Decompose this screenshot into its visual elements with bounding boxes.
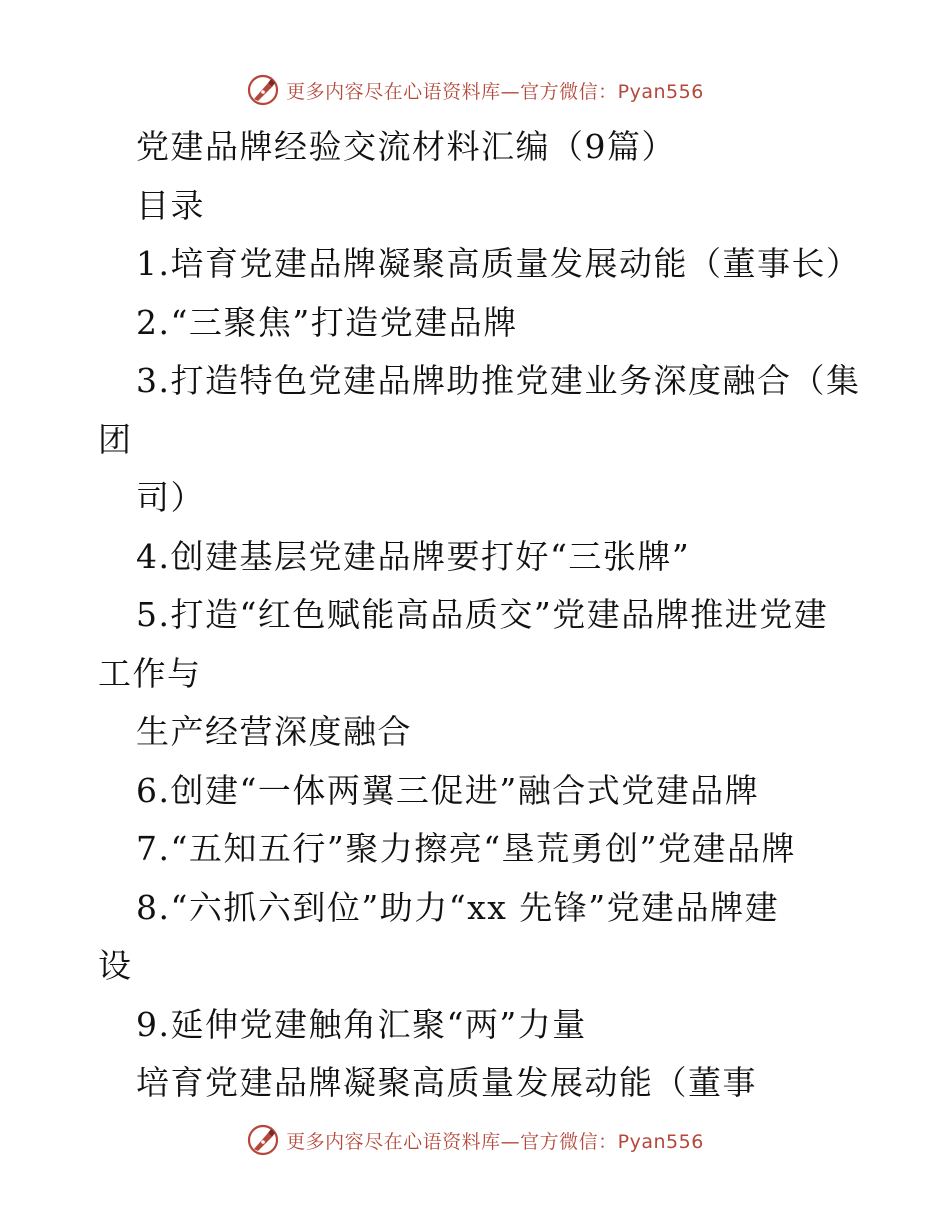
toc-item: 4.创建基层党建品牌要打好“三张牌” — [136, 536, 691, 576]
toc-item-continuation: 团 — [98, 419, 133, 459]
document-body — [98, 118, 898, 1113]
toc-item: 6.创建“一体两翼三促进”融合式党建品牌 — [136, 770, 760, 810]
toc-item-continuation: 生产经营深度融合 — [136, 712, 412, 751]
toc-item: 9.延伸党建触角汇聚“两”力量 — [136, 1004, 587, 1044]
fountain-pen-nib-icon — [246, 1123, 280, 1157]
toc-item: 2.“三聚焦”打造党建品牌 — [136, 302, 518, 342]
section-heading: 培育党建品牌凝聚高质量发展动能（董事 — [136, 1063, 757, 1102]
footer-watermark — [0, 1120, 950, 1160]
toc-item: 7.“五知五行”聚力擦亮“垦荒勇创”党建品牌 — [136, 829, 796, 868]
toc-item-continuation: 设 — [98, 946, 133, 985]
toc-item: 3.打造特色党建品牌助推党建业务深度融合（集 — [136, 361, 861, 400]
toc-item: 8.“六抓六到位”助力“xx 先锋”党建品牌建 — [136, 887, 780, 927]
document-title: 党建品牌经验交流材料汇编（9篇） — [136, 127, 676, 166]
fountain-pen-nib-icon — [246, 73, 280, 107]
header-watermark — [0, 70, 950, 110]
toc-heading: 目录 — [136, 185, 205, 225]
watermark-text: 更多内容尽在心语资料库—官方微信：Pyan556 — [286, 80, 704, 103]
toc-item: 1.培育党建品牌凝聚高质量发展动能（董事长） — [136, 244, 861, 283]
toc-item-continuation: 司） — [136, 478, 205, 517]
toc-item: 5.打造“红色赋能高品质交”党建品牌推进党建 — [136, 595, 829, 634]
toc-item-continuation: 工作与 — [98, 653, 202, 693]
watermark-text: 更多内容尽在心语资料库—官方微信：Pyan556 — [286, 1130, 704, 1153]
